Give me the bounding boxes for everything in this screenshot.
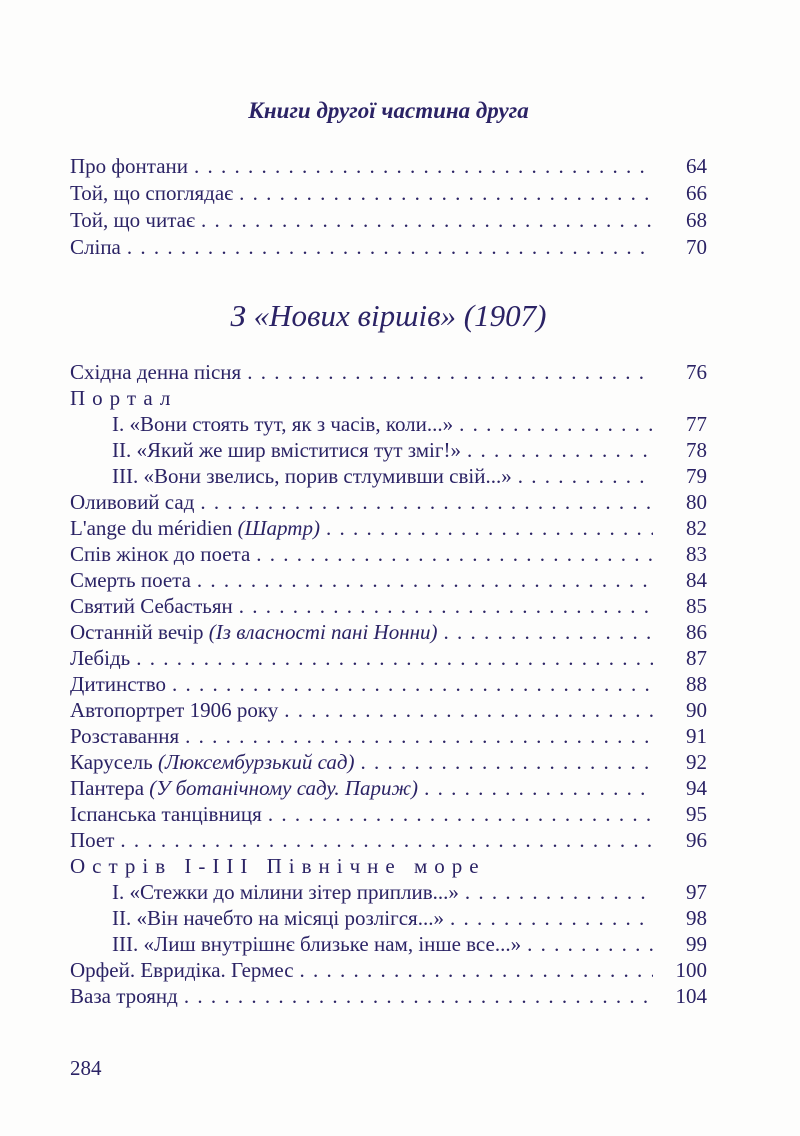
- entry-title: II. «Він начебто на місяці розлігся...»: [112, 906, 444, 931]
- entry-title: Орфей. Евридіка. Гермес: [70, 958, 294, 983]
- entry-title: L'ange du méridien (Шартр): [70, 516, 320, 541]
- toc-entry: [70, 828, 707, 854]
- entry-title: III. «Вони звелись, порив стлумивши свій...»: [112, 464, 512, 489]
- dot-leader: [450, 906, 653, 931]
- entry-page-number: 104: [675, 984, 707, 1009]
- toc-entry: [70, 154, 707, 181]
- dot-leader: [201, 208, 653, 233]
- entry-page-number: 87: [686, 646, 707, 671]
- entry-page-number: 99: [686, 932, 707, 957]
- toc-entry: [70, 490, 707, 516]
- entry-title: Святий Себастьян: [70, 594, 233, 619]
- toc-entry: [70, 438, 707, 464]
- entry-page-number: 78: [686, 438, 707, 463]
- toc-entry: [70, 208, 707, 235]
- toc-entry: [70, 984, 707, 1010]
- entry-title: Автопортрет 1906 року: [70, 698, 279, 723]
- dot-leader: [256, 542, 653, 567]
- entry-title: Останній вечір (Із власності пані Нонни): [70, 620, 438, 645]
- toc-entries-list: [70, 154, 707, 262]
- entry-title: Дитинство: [70, 672, 166, 697]
- toc-entry: [70, 750, 707, 776]
- entry-title: Іспанська танцівниця: [70, 802, 262, 827]
- dot-leader: [127, 235, 653, 260]
- entry-title: Лебідь: [70, 646, 131, 671]
- entry-page-number: 66: [686, 181, 707, 206]
- toc-entry: [70, 235, 707, 262]
- entry-page-number: 94: [686, 776, 707, 801]
- dot-leader: [361, 750, 653, 775]
- entry-title: Острів I-III Північне море: [70, 854, 486, 879]
- entry-title: I. «Вони стоять тут, як з часів, коли...»: [112, 412, 454, 437]
- dot-leader: [194, 154, 653, 179]
- toc-entry: [70, 776, 707, 802]
- entry-title: Карусель (Люксембурзький сад): [70, 750, 355, 775]
- entry-title: I. «Стежки до мілини зітер приплив...»: [112, 880, 459, 905]
- entry-page-number: 98: [686, 906, 707, 931]
- toc-entry: [70, 542, 707, 568]
- toc-entries-list: [70, 360, 707, 1010]
- toc-entry: [70, 698, 707, 724]
- entry-title: Пантера (У ботанічному саду. Париж): [70, 776, 419, 801]
- toc-entry: [70, 724, 707, 750]
- entry-title: Ваза троянд: [70, 984, 178, 1009]
- toc-subheading: [70, 854, 707, 880]
- toc-entry: [70, 412, 707, 438]
- toc-entry: [70, 464, 707, 490]
- entry-page-number: 92: [686, 750, 707, 775]
- dot-leader: [424, 776, 653, 801]
- entry-title: II. «Який же шир вміститися тут зміг!»: [112, 438, 462, 463]
- toc-section-books-two-part-two: [70, 98, 707, 262]
- entry-page-number: 85: [686, 594, 707, 619]
- dot-leader: [172, 672, 653, 697]
- toc-entry: [70, 932, 707, 958]
- dot-leader: [459, 412, 653, 437]
- entry-page-number: 100: [675, 958, 707, 983]
- entry-title: Оливовий сад: [70, 490, 195, 515]
- toc-entry: [70, 360, 707, 386]
- entry-page-number: 90: [686, 698, 707, 723]
- dot-leader: [284, 698, 653, 723]
- dot-leader: [527, 932, 653, 957]
- entry-page-number: 68: [686, 208, 707, 233]
- toc-entry: [70, 906, 707, 932]
- dot-leader: [326, 516, 653, 541]
- entry-page-number: 76: [686, 360, 707, 385]
- entry-page-number: 95: [686, 802, 707, 827]
- toc-section-new-poems-1907: [70, 298, 707, 1010]
- toc-entry: [70, 568, 707, 594]
- entry-page-number: 84: [686, 568, 707, 593]
- entry-title: Розставання: [70, 724, 180, 749]
- entry-title: Сліпа: [70, 235, 121, 260]
- toc-entry: [70, 620, 707, 646]
- entry-title: Той, що споглядає: [70, 181, 234, 206]
- footer: [70, 1056, 102, 1081]
- toc-entry: [70, 646, 707, 672]
- dot-leader: [465, 880, 653, 905]
- toc-entry: [70, 802, 707, 828]
- entry-page-number: 70: [686, 235, 707, 260]
- entry-title: III. «Лиш внутрішнє близьке нам, інше все...»: [112, 932, 522, 957]
- toc-entry: [70, 181, 707, 208]
- entry-page-number: 83: [686, 542, 707, 567]
- dot-leader: [239, 594, 653, 619]
- page-number: 284: [70, 1056, 102, 1080]
- entry-title: Про фонтани: [70, 154, 188, 179]
- entry-page-number: 82: [686, 516, 707, 541]
- toc-entry: [70, 594, 707, 620]
- entry-page-number: 79: [686, 464, 707, 489]
- entry-title: Спів жінок до поета: [70, 542, 251, 567]
- entry-title: Портал: [70, 386, 178, 411]
- dot-leader: [120, 828, 653, 853]
- entry-title: Смерть поета: [70, 568, 191, 593]
- dot-leader: [239, 181, 653, 206]
- entry-page-number: 88: [686, 672, 707, 697]
- dot-leader: [185, 724, 653, 749]
- dot-leader: [247, 360, 653, 385]
- entry-title: Східна денна пісня: [70, 360, 242, 385]
- entry-page-number: 86: [686, 620, 707, 645]
- section-heading: З «Нових віршів» (1907): [230, 298, 547, 334]
- dot-leader: [444, 620, 653, 645]
- entry-page-number: 96: [686, 828, 707, 853]
- entry-page-number: 77: [686, 412, 707, 437]
- entry-page-number: 64: [686, 154, 707, 179]
- dot-leader: [300, 958, 653, 983]
- section-heading: Книги другої частина друга: [248, 98, 529, 123]
- toc-subheading: [70, 386, 707, 412]
- entry-title: Поет: [70, 828, 115, 853]
- dot-leader: [197, 568, 653, 593]
- toc-entry: [70, 672, 707, 698]
- toc-entry: [70, 958, 707, 984]
- dot-leader: [184, 984, 653, 1009]
- dot-leader: [268, 802, 653, 827]
- entry-page-number: 91: [686, 724, 707, 749]
- dot-leader: [136, 646, 653, 671]
- dot-leader: [200, 490, 653, 515]
- toc-entry: [70, 880, 707, 906]
- toc-entry: [70, 516, 707, 542]
- entry-title: Той, що читає: [70, 208, 195, 233]
- dot-leader: [467, 438, 653, 463]
- entry-page-number: 97: [686, 880, 707, 905]
- dot-leader: [518, 464, 653, 489]
- entry-page-number: 80: [686, 490, 707, 515]
